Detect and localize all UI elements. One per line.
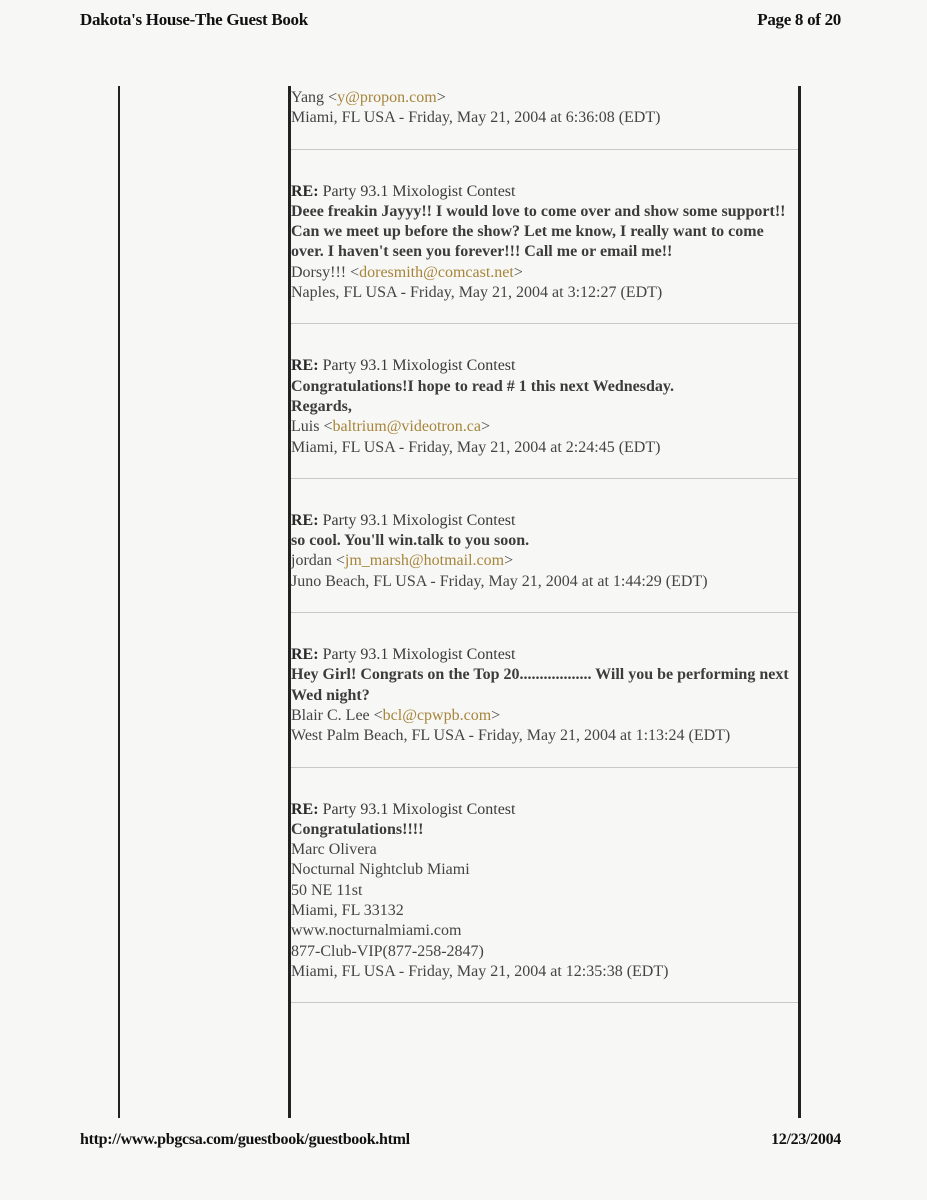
entry-extra-line: www.nocturnalmiami.com [291,922,462,940]
print-date: 12/23/2004 [771,1131,841,1148]
entry-extra-line: 50 NE 11st [291,881,363,899]
entry-subject [291,645,798,665]
author-email-link[interactable]: y@propon.com [337,89,437,106]
entry-extra-line: Marc Olivera [291,841,377,859]
author-name: Dorsy!!! [291,263,351,281]
entry-message: Congratulations!I hope to read # 1 this next Wednesday. [291,377,675,395]
entry-extra-line: Nocturnal Nightclub Miami [291,861,470,879]
subject-text: Party 93.1 Mixologist Contest [318,511,516,529]
entry-author: Dorsy!!! <doresmith@comcast.net> [291,263,523,281]
author-email-link[interactable]: jm_marsh@hotmail.com [344,552,505,570]
entry-subject [291,182,798,202]
entry-subject [291,511,798,531]
entry-author: Yang <y@propon.com> [291,89,446,106]
page-number: Page 8 of 20 [757,10,841,29]
subject-prefix: RE: [291,357,319,375]
author-email-link[interactable]: baltrium@videotron.ca [332,418,481,436]
entry-location-date: Miami, FL USA - Friday, May 21, 2004 at 2:24:45 (EDT) [291,438,661,456]
entry-author: Luis <baltrium@videotron.ca> [291,418,490,436]
document-title: Dakota's House-The Guest Book [80,10,308,29]
subject-text: Party 93.1 Mixologist Contest [318,357,516,375]
subject-prefix: RE: [291,800,319,818]
subject-prefix: RE: [291,182,319,200]
entry-gap [291,324,798,356]
entry-author: Blair C. Lee <bcl@cpwpb.com> [291,706,501,724]
guestbook-entry [291,182,798,304]
entry-subject [291,800,798,820]
guestbook-entry [291,645,798,746]
entry-location-date: Miami, FL USA - Friday, May 21, 2004 at 6:36:08 (EDT) [291,109,661,127]
entry-author: jordan <jm_marsh@hotmail.com> [291,552,514,570]
entry-location-date: Juno Beach, FL USA - Friday, May 21, 2004 at at 1:44:29 (EDT) [291,572,708,590]
entry-location-date: Miami, FL USA - Friday, May 21, 2004 at 12:35:38 (EDT) [291,962,669,980]
content-right-border [798,86,801,1118]
entry-message: Hey Girl! Congrats on the Top 20.................. Will you be performing next Wed night? [291,666,789,704]
left-border-line [118,86,120,1118]
entry-gap [291,479,798,511]
entry-gap [291,150,798,182]
entry-message: so cool. You'll win.talk to you soon. [291,532,530,550]
entry-location-date: Naples, FL USA - Friday, May 21, 2004 at 3:12:27 (EDT) [291,284,663,302]
guestbook-entry [291,356,798,457]
subject-text: Party 93.1 Mixologist Contest [318,646,516,664]
entry-location-date: West Palm Beach, FL USA - Friday, May 21, 2004 at 1:13:24 (EDT) [291,727,731,745]
guestbook-entry [291,86,798,129]
guestbook-entries [291,86,798,1003]
page-url: http://www.pbgcsa.com/guestbook/guestbook.html [80,1131,410,1148]
entry-message: Regards, [291,397,352,415]
author-name: Luis [291,418,324,436]
author-email-link[interactable]: doresmith@comcast.net [359,263,514,281]
subject-prefix: RE: [291,646,319,664]
subject-prefix: RE: [291,511,319,529]
guestbook-entry [291,800,798,983]
subject-text: Party 93.1 Mixologist Contest [318,800,516,818]
author-name: Yang [291,89,329,106]
author-name: Blair C. Lee [291,706,374,724]
entry-message: Congratulations!!!! [291,820,424,838]
entry-message: Deee freakin Jayyy!! I would love to come over and show some support!! Can we meet up before the show? Let me know, I really want to come over. I haven't seen you forever!!! Call me or email me!! [291,202,786,261]
entry-gap [291,613,798,645]
entry-subject [291,356,798,376]
entry-extra-line: 877-Club-VIP(877-258-2847) [291,942,484,960]
entry-separator [291,1002,798,1003]
entry-extra-line: Miami, FL 33132 [291,902,404,920]
author-email-link[interactable]: bcl@cpwpb.com [382,706,492,724]
guestbook-entry [291,511,798,592]
entry-gap [291,768,798,800]
subject-text: Party 93.1 Mixologist Contest [318,182,516,200]
author-name: jordan [291,552,336,570]
